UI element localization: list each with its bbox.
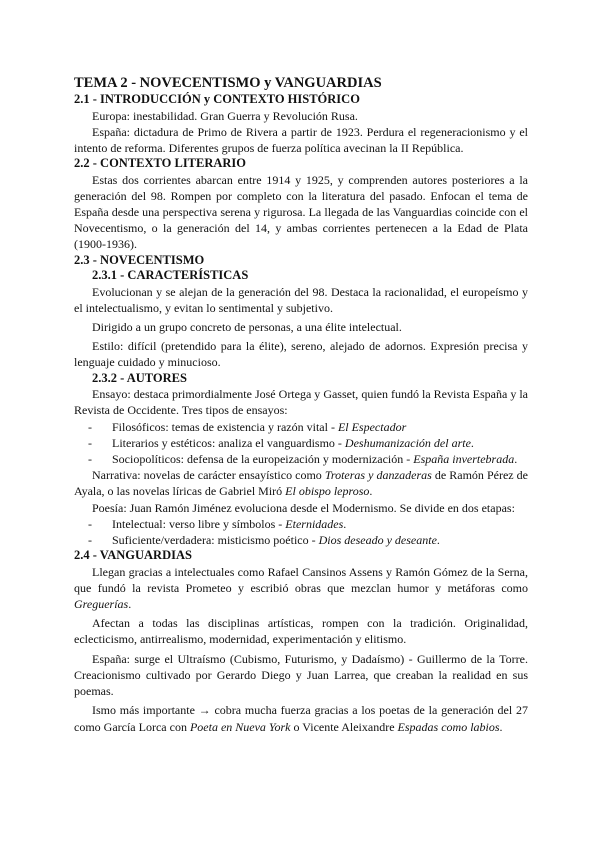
ensayo-types-list xyxy=(74,419,528,468)
section-heading-2-4: 2.4 - VANGUARDIAS xyxy=(74,548,192,563)
work-title: Poeta en Nueva York xyxy=(189,719,291,734)
work-title: Deshumanización del arte xyxy=(344,435,471,450)
work-title: Espadas como labios xyxy=(397,719,500,734)
paragraph-contexto-literario: Estas dos corrientes abarcan entre 1914 y 1925, y comprenden autores posteriores a la generación del 98. Rompen por completo con la literatura del pasado. Enfocan el tema de España desde una perspectiva serena y rigurosa. La llegada de las Vanguardias coincide con el Novecentismo, o la generación del 14, y ambas corrientes pertenecen a la Edad de Plata (1900-1936). xyxy=(74,172,528,252)
list-item: - Sociopolíticos: defensa de la europeización y modernización - España invertebrada. xyxy=(88,451,518,466)
paragraph-dirigido: Dirigido a un grupo concreto de personas, a una élite intelectual. xyxy=(92,320,402,335)
subsection-heading-2-3-2: 2.3.2 - AUTORES xyxy=(92,370,187,385)
paragraph-europa: Europa: inestabilidad. Gran Guerra y Revolución Rusa. xyxy=(92,108,358,123)
list-item: - Filosóficos: temas de existencia y razón vital - El Espectador xyxy=(88,419,407,434)
list-item: - Literarios y estéticos: analiza el vanguardismo - Deshumanización del arte. xyxy=(88,435,474,450)
work-title: Eternidades xyxy=(285,516,344,531)
dash-bullet: - xyxy=(88,516,92,531)
poesia-stages-list xyxy=(74,516,528,548)
work-title: El Espectador xyxy=(337,419,407,434)
dash-bullet: - xyxy=(88,435,92,450)
paragraph-poesia: Poesía: Juan Ramón Jiménez evoluciona desde el Modernismo. Se divide en dos etapas: xyxy=(92,500,515,515)
section-heading-2-1: 2.1 - INTRODUCCIÓN y CONTEXTO HISTÓRICO xyxy=(74,92,360,106)
dash-bullet: - xyxy=(88,532,92,547)
work-title: Dios deseado y deseante xyxy=(318,532,437,547)
document-title: TEMA 2 - NOVECENTISMO y VANGUARDIAS xyxy=(74,75,382,91)
paragraph-ismo: Ismo más importante → cobra mucha fuerza gracias a los poetas de la generación del 27 como García Lorca con Poeta en Nueva York o Vicente Aleixandre Espadas como labios. xyxy=(74,703,528,734)
paragraph-narrativa: Narrativa: novelas de carácter ensayístico como Troteras y danzaderas de Ramón Pérez de Ayala, o las novelas líricas de Gabriel Miró El obispo leproso. xyxy=(74,468,528,499)
paragraph-llegan: Llegan gracias a intelectuales como Rafael Cansinos Assens y Ramón Gómez de la Serna, que fundó la revista Prometeo y escribió obras que mezclan humor y metáforas como Greguerías. xyxy=(74,564,528,612)
paragraph-espana-historia: España: dictadura de Primo de Rivera a partir de 1923. Perdura el regeneracionismo y el intento de reforma. Diferentes grupos de fuerza política avecinan la II República. xyxy=(74,124,528,155)
work-title: Greguerías xyxy=(74,597,129,612)
section-heading-2-2: 2.2 - CONTEXTO LITERARIO xyxy=(74,156,247,171)
paragraph-espana-vanguardias: España: surge el Ultraísmo (Cubismo, Futurismo, y Dadaísmo) - Guillermo de la Torre. Creacionismo cultivado por Gerardo Diego y Juan Larrea, que creaban la realidad en sus poemas. xyxy=(74,651,528,699)
dash-bullet: - xyxy=(88,419,92,434)
work-title: España invertebrada xyxy=(413,451,515,466)
work-title: Troteras y danzaderas xyxy=(324,468,432,483)
document-body xyxy=(74,74,528,735)
subsection-heading-2-3-1: 2.3.1 - CARACTERÍSTICAS xyxy=(92,268,249,283)
list-item: - Suficiente/verdadera: misticismo poético - Dios deseado y deseante. xyxy=(88,532,440,547)
work-title: El obispo leproso xyxy=(285,484,370,499)
paragraph-afectan: Afectan a todas las disciplinas artísticas, rompen con la tradición. Originalidad, eclecticismo, antirrealismo, modernidad, experimentación y elitismo. xyxy=(74,616,528,647)
paragraph-ensayo: Ensayo: destaca primordialmente José Ortega y Gasset, quien fundó la Revista España y la Revista de Occidente. Tres tipos de ensayos: xyxy=(74,387,528,418)
dash-bullet: - xyxy=(88,451,92,466)
paragraph-estilo: Estilo: difícil (pretendido para la élite), sereno, alejado de adornos. Expresión precisa y lenguaje cuidado y minucioso. xyxy=(74,339,528,370)
paragraph-evolucionan: Evolucionan y se alejan de la generación del 98. Destaca la racionalidad, el europeísmo y el intelectualismo, y evitan lo sentimental y subjetivo. xyxy=(74,284,528,315)
section-heading-2-3: 2.3 - NOVECENTISMO xyxy=(74,252,205,267)
list-item: - Intelectual: verso libre y símbolos - Eternidades. xyxy=(88,516,347,531)
